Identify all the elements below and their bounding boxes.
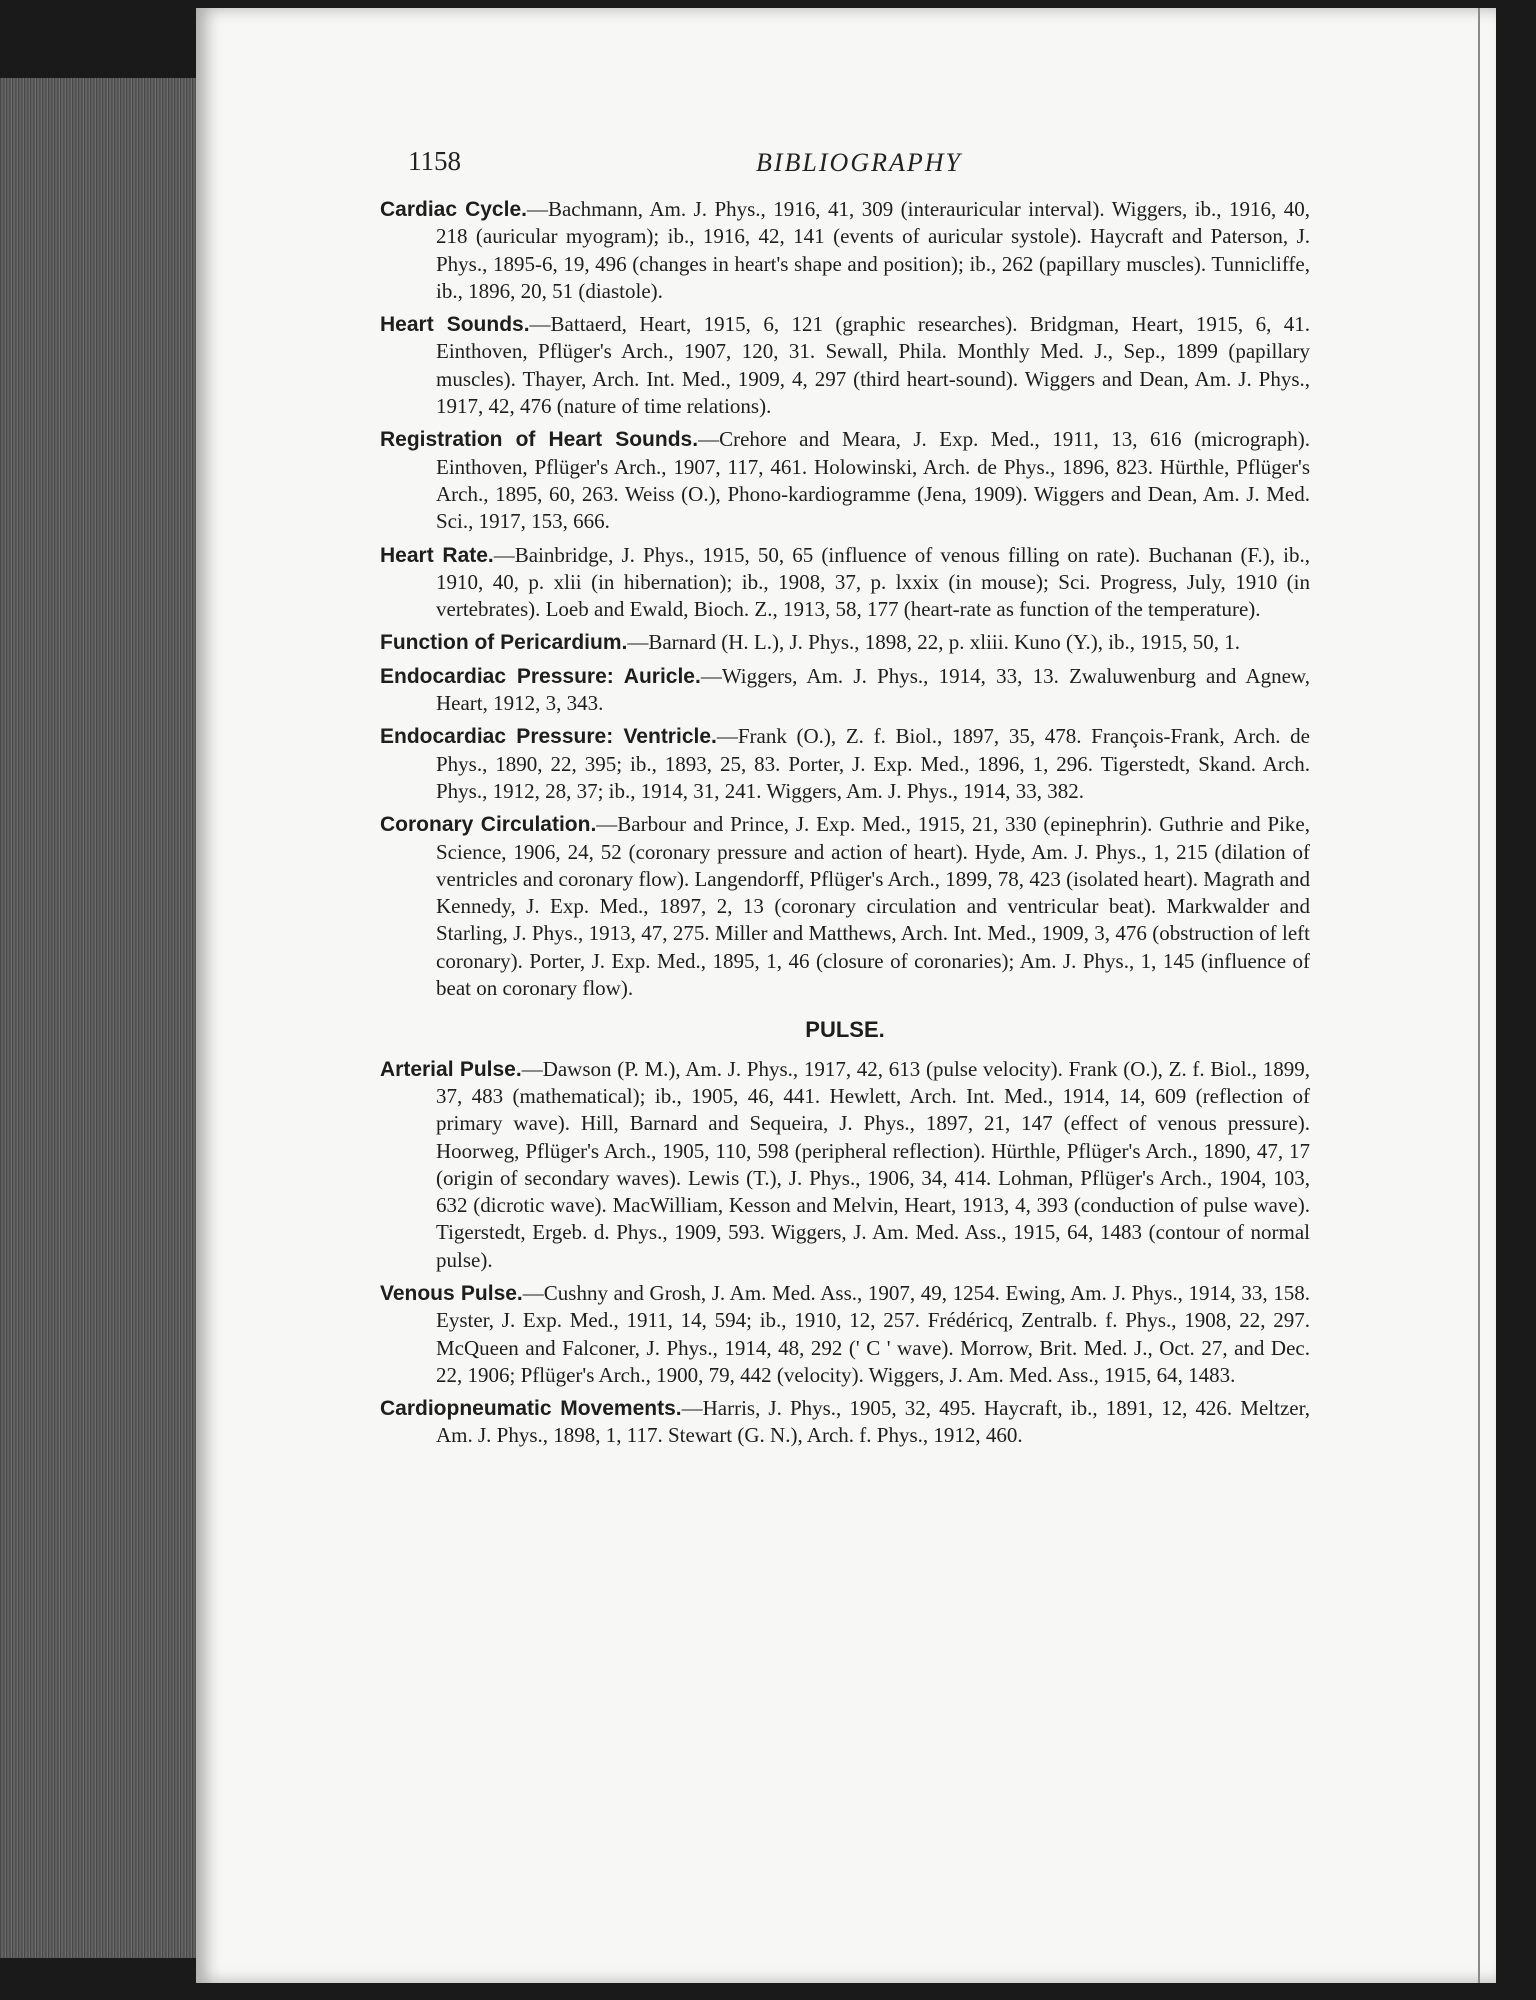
entry-text: —Bainbridge, J. Phys., 1915, 50, 65 (influence of venous filling on rate). Buchanan (F.), ib., 1910, 40, p. xlii (in hibernation); ib., 1908, 37, p. lxxix (in mouse); Sci. Progress, July, 1910 (in vertebrates). Loeb and Ewald, Bioch. Z., 1913, 58, 177 (heart-rate as function of the temperature). [436,542,1310,622]
entry-heading: Endocardiac Pressure: Ventricle. [380,725,717,749]
bib-entry-cardiopneumatic-movements [380,1395,1310,1450]
entry-heading: Cardiopneumatic Movements. [380,1397,682,1421]
bib-entry-endocardiac-ventricle [380,723,1310,805]
entry-text: —Wiggers, Am. J. Phys., 1914, 33, 13. Zwaluwenburg and Agnew, Heart, 1912, 3, 343. [436,663,1310,716]
entry-heading: Coronary Circulation. [380,813,597,837]
page-gutter-line [1478,8,1480,1983]
entry-text: —Cushny and Grosh, J. Am. Med. Ass., 1907, 49, 1254. Ewing, Am. J. Phys., 1914, 33, 158. Eyster, J. Exp. Med., 1911, 14, 594; ib., 1910, 12, 257. Frédéricq, Zentralb. f. Phys., 1908, 22, 297. McQueen and Falconer, J. Phys., 1914, 48, 292 (' C ' wave). Morrow, Brit. Med. J., Oct. 27, and Dec. 22, 1906; Pflüger's Arch., 1900, 79, 442 (velocity). Wiggers, J. Am. Med. Ass., 1915, 64, 1483. [436,1280,1311,1387]
book-page-edges [0,78,200,1958]
entry-heading: Registration of Heart Sounds. [380,428,699,452]
entry-text: —Crehore and Meara, J. Exp. Med., 1911, 13, 616 (micrograph). Einthoven, Pflüger's Arch., 1907, 117, 461. Holowinski, Arch. de Phys., 1896, 823. Hürthle, Pflüger's Arch., 1895, 60, 263. Weiss (O.), Phono-kardiogramme (Jena, 1909). Wiggers and Dean, Am. J. Med. Sci., 1917, 153, 666. [436,427,1310,534]
entry-heading: Heart Sounds. [380,313,530,337]
entry-text: —Barnard (H. L.), J. Phys., 1898, 22, p. xliii. Kuno (Y.), ib., 1915, 50, 1. [627,630,1241,655]
bib-entry-registration-heart-sounds [380,426,1310,535]
entry-heading: Endocardiac Pressure: Auricle. [380,664,701,688]
bib-entry-coronary-circulation [380,811,1310,1002]
entry-heading: Venous Pulse. [380,1281,523,1305]
page-number: 1158 [408,146,461,176]
bib-entry-heart-sounds [380,311,1310,420]
entry-text: —Battaerd, Heart, 1915, 6, 121 (graphic researches). Bridgman, Heart, 1915, 6, 41. Einthoven, Pflüger's Arch., 1907, 120, 31. Sewall, Phila. Monthly Med. J., Sep., 1899 (papillary muscles). Thayer, Arch. Int. Med., 1909, 4, 297 (third heart-sound). Wiggers and Dean, Am. J. Phys., 1917, 42, 476 (nature of time relations). [436,312,1310,419]
bib-entry-arterial-pulse [380,1056,1310,1274]
entry-text: —Harris, J. Phys., 1905, 32, 495. Haycraft, ib., 1891, 12, 426. Meltzer, Am. J. Phys., 1898, 1, 117. Stewart (G. N.), Arch. f. Phys., 1912, 460. [436,1396,1310,1448]
page-title: BIBLIOGRAPHY [756,148,962,177]
bib-entry-heart-rate [380,542,1310,624]
entry-heading: Heart Rate. [380,543,494,567]
entry-text: —Dawson (P. M.), Am. J. Phys., 1917, 42, 613 (pulse velocity). Frank (O.), Z. f. Biol., 1899, 37, 483 (mathematical); ib., 1905, 46, 441. Hewlett, Arch. Int. Med., 1914, 14, 609 (reflection of primary wave). Hill, Barnard and Sequeira, J. Phys., 1897, 21, 147 (effect of venous pressure). Hoorweg, Pflüger's Arch., 1905, 110, 598 (peripheral reflection). Hürthle, Pflüger's Arch., 1890, 47, 17 (origin of secondary waves). Lewis (T.), J. Phys., 1906, 34, 414. Lohman, Pflüger's Arch., 1904, 103, 632 (dicrotic wave). MacWilliam, Kesson and Melvin, Heart, 1913, 4, 393 (conduction of pulse wave). Tigerstedt, Ergeb. d. Phys., 1909, 593. Wiggers, J. Am. Med. Ass., 1915, 64, 1483 (contour of normal pulse). [436,1056,1310,1272]
entry-heading: Function of Pericardium. [380,631,628,655]
bib-entry-endocardiac-auricle [380,663,1310,718]
bib-entry-function-pericardium [380,629,1310,656]
entry-heading: Cardiac Cycle. [380,198,527,221]
entry-heading: Arterial Pulse. [380,1057,522,1081]
running-head [408,146,1308,182]
bib-entry-cardiac-cycle [380,196,1310,305]
bib-entry-venous-pulse [380,1280,1310,1389]
section-title-pulse: PULSE. [805,1017,885,1043]
bibliography-text [380,196,1310,1456]
entry-text: —Barbour and Prince, J. Exp. Med., 1915, 21, 330 (epinephrin). Guthrie and Pike, Science, 1906, 24, 52 (coronary pressure and action of heart). Hyde, Am. J. Phys., 1, 215 (dilation of ventricles and coronary flow). Langendorff, Pflüger's Arch., 1899, 78, 423 (isolated heart). Magrath and Kennedy, J. Exp. Med., 1897, 2, 13 (coronary circulation and ventricular beat). Markwalder and Starling, J. Phys., 1913, 47, 275. Miller and Matthews, Arch. Int. Med., 1909, 3, 476 (obstruction of left coronary). Porter, J. Exp. Med., 1895, 1, 46 (closure of coronaries); Am. J. Phys., 1, 145 (influence of beat on coronary flow). [436,812,1310,1001]
entry-text: —Bachmann, Am. J. Phys., 1916, 41, 309 (interauricular interval). Wiggers, ib., 1916, 40, 218 (auricular myogram); ib., 1916, 42, 141 (events of auricular systole). Haycraft and Paterson, J. Phys., 1895-6, 19, 496 (changes in heart's shape and position); ib., 262 (papillary muscles). Tunnicliffe, ib., 1896, 20, 51 (diastole). [436,197,1310,303]
entry-text: —Frank (O.), Z. f. Biol., 1897, 35, 478. François-Frank, Arch. de Phys., 1890, 22, 395; ib., 1893, 25, 83. Porter, J. Exp. Med., 1896, 1, 296. Tigerstedt, Skand. Arch. Phys., 1912, 28, 37; ib., 1914, 31, 241. Wiggers, Am. J. Phys., 1914, 33, 382. [436,724,1310,803]
